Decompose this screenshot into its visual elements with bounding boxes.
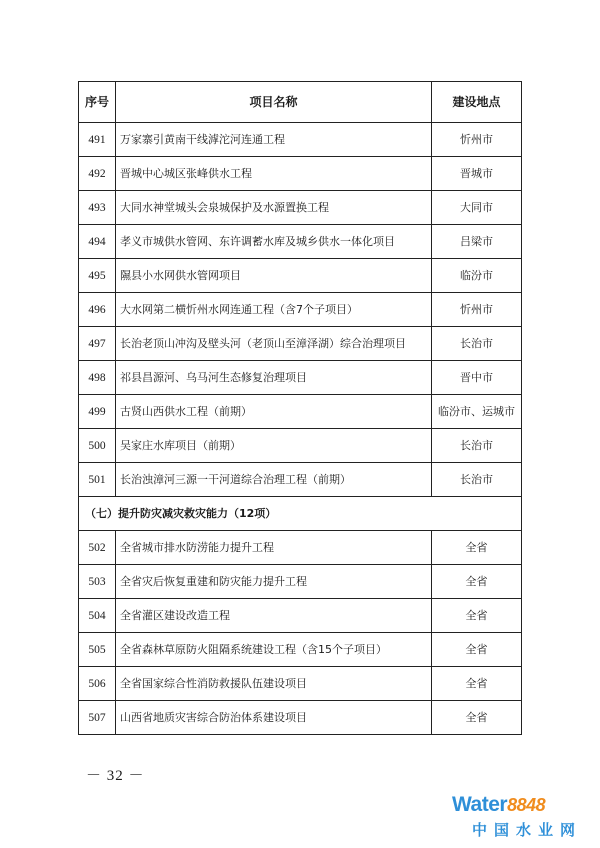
row-location: 长治市 (432, 429, 522, 463)
row-name: 全省城市排水防涝能力提升工程 (116, 531, 432, 565)
row-name: 吴家庄水库项目（前期） (116, 429, 432, 463)
row-seq: 498 (79, 361, 116, 395)
page-number: － 32 － (86, 768, 145, 784)
row-seq: 503 (79, 565, 116, 599)
row-seq: 495 (79, 259, 116, 293)
row-seq: 507 (79, 701, 116, 735)
table-row (79, 429, 522, 463)
row-seq: 504 (79, 599, 116, 633)
row-location: 全省 (432, 701, 522, 735)
row-name: 全省国家综合性消防救援队伍建设项目 (116, 667, 432, 701)
row-location: 晋城市 (432, 157, 522, 191)
row-name: 山西省地质灾害综合防治体系建设项目 (116, 701, 432, 735)
table-row (79, 531, 522, 565)
table-row (79, 327, 522, 361)
table-row (79, 395, 522, 429)
watermark-brand: Water8848 (452, 793, 546, 816)
row-name: 古贤山西供水工程（前期） (116, 395, 432, 429)
row-seq: 501 (79, 463, 116, 497)
row-location: 全省 (432, 667, 522, 701)
row-seq: 494 (79, 225, 116, 259)
table-row (79, 565, 522, 599)
table-header-row (79, 82, 522, 123)
row-location: 全省 (432, 633, 522, 667)
header-seq: 序号 (79, 82, 116, 123)
row-seq: 506 (79, 667, 116, 701)
table-row (79, 191, 522, 225)
row-name: 晋城中心城区张峰供水工程 (116, 157, 432, 191)
row-location: 全省 (432, 599, 522, 633)
table-row (79, 361, 522, 395)
table-row (79, 259, 522, 293)
row-seq: 502 (79, 531, 116, 565)
row-location: 全省 (432, 565, 522, 599)
row-seq: 492 (79, 157, 116, 191)
row-location: 晋中市 (432, 361, 522, 395)
table-row (79, 123, 522, 157)
row-name: 长治浊漳河三源一干河道综合治理工程（前期） (116, 463, 432, 497)
row-seq: 499 (79, 395, 116, 429)
row-name: 全省灾后恢复重建和防灾能力提升工程 (116, 565, 432, 599)
row-seq: 500 (79, 429, 116, 463)
table-row (79, 157, 522, 191)
row-location: 全省 (432, 531, 522, 565)
row-name: 隰县小水网供水管网项目 (116, 259, 432, 293)
row-location: 忻州市 (432, 123, 522, 157)
row-name: 全省灌区建设改造工程 (116, 599, 432, 633)
table-row (79, 599, 522, 633)
row-seq: 497 (79, 327, 116, 361)
table-row (79, 633, 522, 667)
row-name: 长治老顶山冲沟及壁头河（老顶山至漳泽湖）综合治理项目 (116, 327, 432, 361)
row-name: 孝义市城供水管网、东许调蓄水库及城乡供水一体化项目 (116, 225, 432, 259)
row-seq: 493 (79, 191, 116, 225)
row-name: 大同水神堂城头会泉城保护及水源置换工程 (116, 191, 432, 225)
row-location: 忻州市 (432, 293, 522, 327)
project-table (78, 81, 522, 735)
row-name: 祁县昌源河、乌马河生态修复治理项目 (116, 361, 432, 395)
row-location: 长治市 (432, 463, 522, 497)
section-title: （七）提升防灾减灾救灾能力（12项） (79, 497, 522, 531)
row-seq: 496 (79, 293, 116, 327)
row-location: 长治市 (432, 327, 522, 361)
watermark-logo (452, 793, 592, 841)
table-row (79, 463, 522, 497)
header-location: 建设地点 (432, 82, 522, 123)
row-name: 万家寨引黄南干线滹沱河连通工程 (116, 123, 432, 157)
row-name: 大水网第二横忻州水网连通工程（含7个子项目） (116, 293, 432, 327)
row-seq: 505 (79, 633, 116, 667)
table-row (79, 701, 522, 735)
row-location: 临汾市 (432, 259, 522, 293)
table-row (79, 225, 522, 259)
header-name: 项目名称 (116, 82, 432, 123)
table-row (79, 293, 522, 327)
row-name: 全省森林草原防火阻隔系统建设工程（含15个子项目） (116, 633, 432, 667)
row-location: 临汾市、运城市 (432, 395, 522, 429)
row-seq: 491 (79, 123, 116, 157)
table-row (79, 667, 522, 701)
section-row (79, 497, 522, 531)
watermark-chinese: 中国水业网 (472, 821, 583, 839)
row-location: 大同市 (432, 191, 522, 225)
row-location: 吕梁市 (432, 225, 522, 259)
